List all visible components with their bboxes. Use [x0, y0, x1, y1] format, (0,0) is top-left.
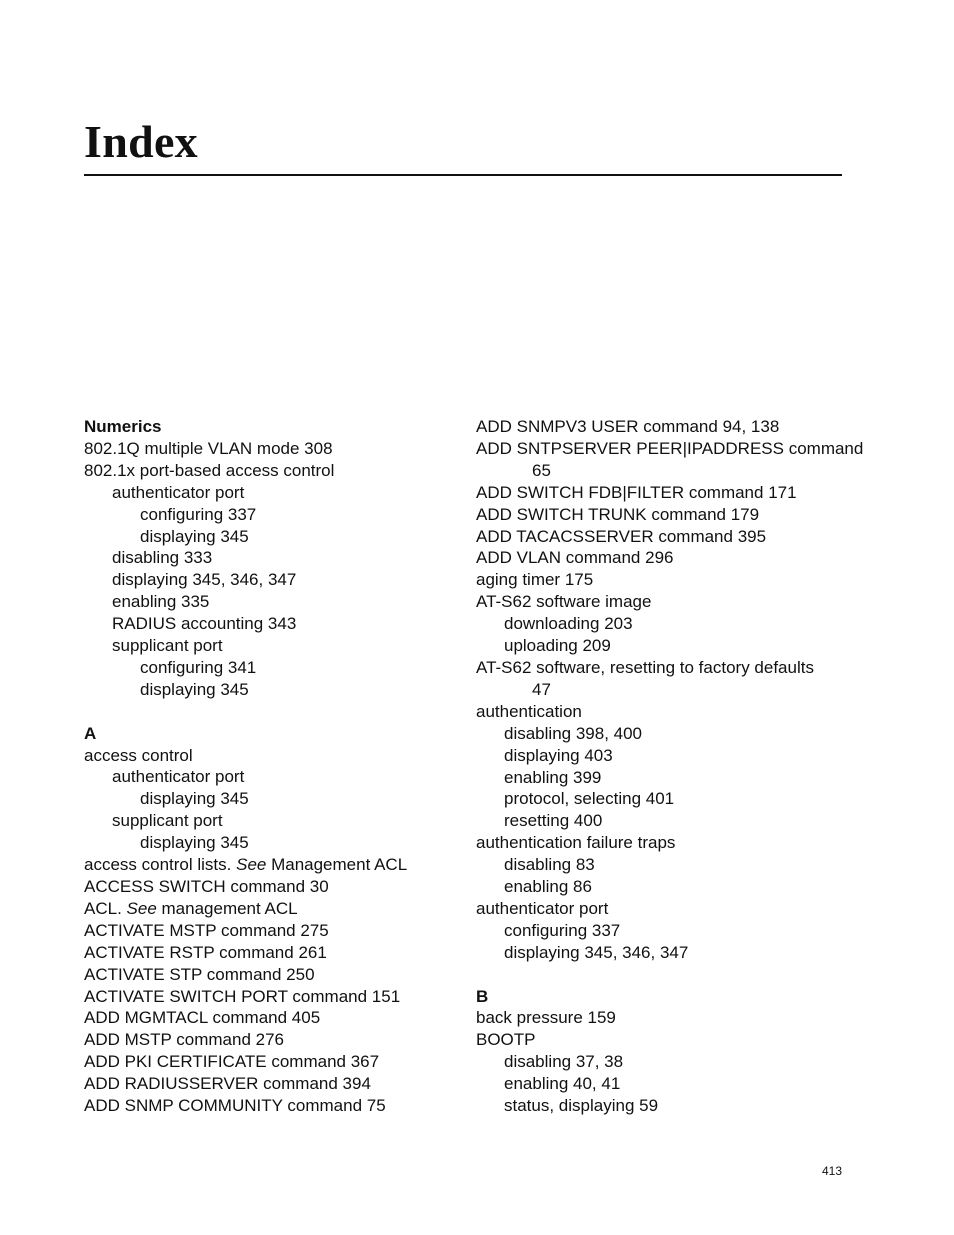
page-title: Index: [84, 116, 198, 167]
index-entry: ADD SWITCH TRUNK command 179: [476, 504, 760, 524]
index-entry-text: access control lists.: [84, 855, 237, 875]
index-entry: disabling 37, 38: [504, 1052, 624, 1072]
index-entry: ADD MSTP command 276: [84, 1030, 284, 1050]
see-reference: See: [126, 898, 157, 918]
index-entry-text: ACL.: [84, 898, 127, 918]
index-entry: AT-S62 software image: [476, 592, 652, 612]
index-entry: displaying 403: [504, 745, 613, 765]
index-entry: authentication failure traps: [476, 833, 676, 853]
index-entry: [84, 854, 454, 876]
index-column-right: [476, 416, 864, 1117]
index-entry: enabling 86: [504, 877, 592, 897]
index-entry: aging timer 175: [476, 570, 594, 590]
index-entry: displaying 345: [140, 679, 249, 699]
see-reference: See: [236, 855, 267, 875]
index-entry: supplicant port: [112, 811, 223, 831]
page-number: 413: [821, 1164, 842, 1178]
index-section-heading: B: [476, 986, 489, 1006]
index-entry: AT-S62 software, resetting to factory defaults: [476, 657, 814, 677]
index-entry: disabling 83: [504, 855, 595, 875]
index-entry: enabling 40, 41: [504, 1074, 621, 1094]
see-target: management ACL: [156, 898, 298, 918]
index-entry: ADD SNTPSERVER PEER|IPADDRESS command: [476, 438, 864, 458]
index-entry: ACTIVATE STP command 250: [84, 964, 315, 984]
index-entry: ADD SWITCH FDB|FILTER command 171: [476, 482, 797, 502]
index-entry: ADD SNMP COMMUNITY command 75: [84, 1096, 386, 1116]
index-entry: ADD PKI CERTIFICATE command 367: [84, 1052, 380, 1072]
index-entry: ADD RADIUSSERVER command 394: [84, 1074, 371, 1094]
index-section-heading: Numerics: [84, 417, 162, 436]
index-entry: authentication: [476, 701, 582, 721]
see-target: Management ACL: [266, 855, 408, 875]
index-entry: ACTIVATE RSTP command 261: [84, 942, 327, 962]
index-entry: displaying 345: [140, 833, 249, 853]
section-gap: [84, 701, 454, 723]
index-entry: displaying 345, 346, 347: [112, 570, 297, 590]
index-entry: authenticator port: [112, 482, 245, 502]
index-entry: ADD SNMPV3 USER command 94, 138: [476, 417, 780, 436]
index-entry: [84, 898, 454, 920]
index-entry: resetting 400: [504, 811, 603, 831]
index-entry: disabling 333: [112, 548, 213, 568]
index-entry: downloading 203: [504, 614, 633, 634]
index-column-left: [84, 416, 454, 1117]
index-entry: authenticator port: [112, 767, 245, 787]
index-entry: ADD TACACSSERVER command 395: [476, 526, 767, 546]
index-entry: RADIUS accounting 343: [112, 614, 297, 634]
index-entry: configuring 337: [504, 920, 621, 940]
index-entry: authenticator port: [476, 898, 609, 918]
index-entry: enabling 335: [112, 592, 210, 612]
title-rule: [84, 174, 842, 176]
section-gap: [476, 964, 856, 986]
index-entry: displaying 345: [140, 526, 249, 546]
index-section-heading: A: [84, 723, 97, 743]
index-entry: status, displaying 59: [504, 1096, 659, 1116]
index-entry: enabling 399: [504, 767, 602, 787]
index-entry: ADD VLAN command 296: [476, 548, 674, 568]
index-entry: protocol, selecting 401: [504, 789, 675, 809]
index-entry: configuring 341: [140, 657, 257, 677]
index-entry: supplicant port: [112, 636, 223, 656]
index-entry: access control: [84, 745, 193, 765]
index-entry: ADD MGMTACL command 405: [84, 1008, 321, 1028]
index-entry: back pressure 159: [476, 1008, 616, 1028]
index-entry: ACTIVATE SWITCH PORT command 151: [84, 986, 401, 1006]
index-entry: uploading 209: [504, 636, 611, 656]
index-entry: displaying 345, 346, 347: [504, 942, 689, 962]
index-entry: ACTIVATE MSTP command 275: [84, 920, 329, 940]
index-entry: 802.1Q multiple VLAN mode 308: [84, 438, 333, 458]
index-entry: 47: [532, 679, 551, 699]
index-entry: disabling 398, 400: [504, 723, 643, 743]
index-entry: BOOTP: [476, 1030, 536, 1050]
index-entry: displaying 345: [140, 789, 249, 809]
index-entry: 802.1x port-based access control: [84, 460, 335, 480]
index-entry: configuring 337: [140, 504, 257, 524]
index-entry: ACCESS SWITCH command 30: [84, 877, 329, 897]
index-entry: 65: [532, 460, 551, 480]
